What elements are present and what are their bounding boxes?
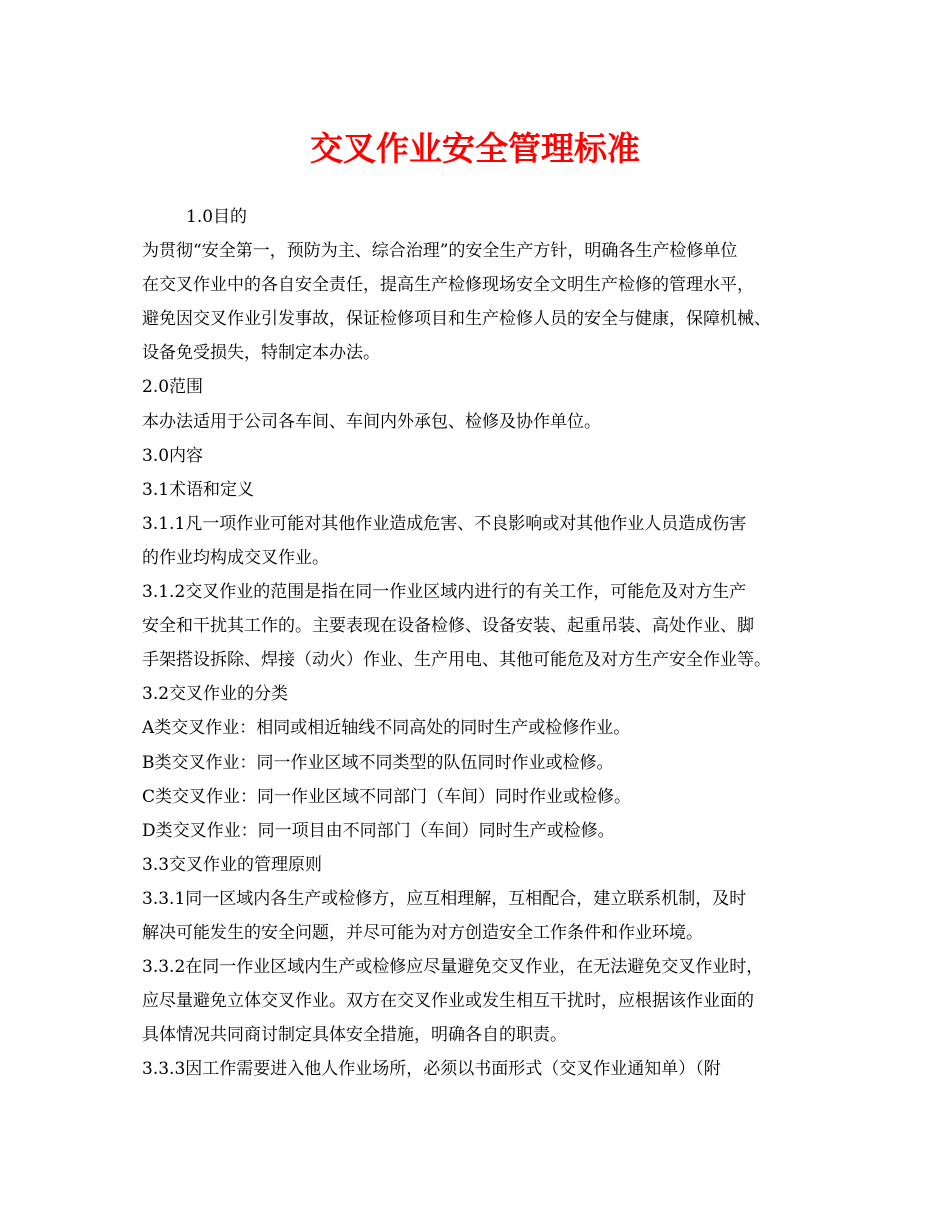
text-line: 在交叉作业中的各自安全责任，提高生产检修现场安全文明生产检修的管理水平， bbox=[142, 275, 754, 296]
text-line: 3.1.1凡一项作业可能对其他作业造成危害、不良影响或对其他作业人员造成伤害 bbox=[142, 513, 747, 534]
text-line: 应尽量避免立体交叉作业。双方在交叉作业或发生相互干扰时，应根据该作业面的 bbox=[142, 991, 754, 1012]
text-line: 设备免受损失，特制定本办法。 bbox=[142, 343, 380, 364]
text-line: D类交叉作业：同一项目由不同部门（车间）同时生产或检修。 bbox=[142, 820, 615, 841]
text-line: 3.0内容 bbox=[142, 445, 204, 466]
document-body bbox=[142, 200, 842, 1086]
text-line: 避免因交叉作业引发事故，保证检修项目和生产检修人员的安全与健康，保障机械、 bbox=[142, 309, 771, 330]
text-line: C类交叉作业：同一作业区域不同部门（车间）同时作业或检修。 bbox=[142, 786, 632, 807]
text-line: 的作业均构成交叉作业。 bbox=[142, 547, 329, 568]
text-line: 3.3交叉作业的管理原则 bbox=[142, 854, 323, 875]
text-line: 3.3.1同一区域内各生产或检修方，应互相理解，互相配合，建立联系机制，及时 bbox=[142, 888, 747, 909]
text-line: 3.1.2交叉作业的范围是指在同一作业区域内进行的有关工作，可能危及对方生产 bbox=[142, 582, 747, 603]
text-line: 3.3.2在同一作业区域内生产或检修应尽量避免交叉作业，在无法避免交叉作业时， bbox=[142, 957, 764, 978]
text-line: 1.0目的 bbox=[186, 207, 248, 227]
text-line: 3.1术语和定义 bbox=[142, 479, 255, 500]
text-line: 3.3.3因工作需要进入他人作业场所，必须以书面形式（交叉作业通知单）（附 bbox=[142, 1059, 721, 1080]
text-line: 解决可能发生的安全问题，并尽可能为对方创造安全工作条件和作业环境。 bbox=[142, 922, 703, 943]
document-title: 交叉作业安全管理标准 bbox=[310, 129, 640, 168]
text-line: B类交叉作业：同一作业区域不同类型的队伍同时作业或检修。 bbox=[142, 752, 614, 773]
text-line: 具体情况共同商讨制定具体安全措施，明确各自的职责。 bbox=[142, 1025, 567, 1046]
text-line: 2.0范围 bbox=[142, 377, 204, 398]
text-line: 手架搭设拆除、焊接（动火）作业、生产用电、其他可能危及对方生产安全作业等。 bbox=[142, 650, 771, 671]
text-line: 3.2交叉作业的分类 bbox=[142, 684, 289, 705]
text-line: 本办法适用于公司各车间、车间内外承包、检修及协作单位。 bbox=[142, 411, 601, 432]
text-line: A类交叉作业：相同或相近轴线不同高处的同时生产或检修作业。 bbox=[142, 718, 631, 739]
text-line: 为贯彻“安全第一，预防为主、综合治理”的安全生产方针，明确各生产检修单位 bbox=[142, 241, 738, 262]
text-line: 安全和干扰其工作的。主要表现在设备检修、设备安装、起重吊装、高处作业、脚 bbox=[142, 616, 754, 637]
